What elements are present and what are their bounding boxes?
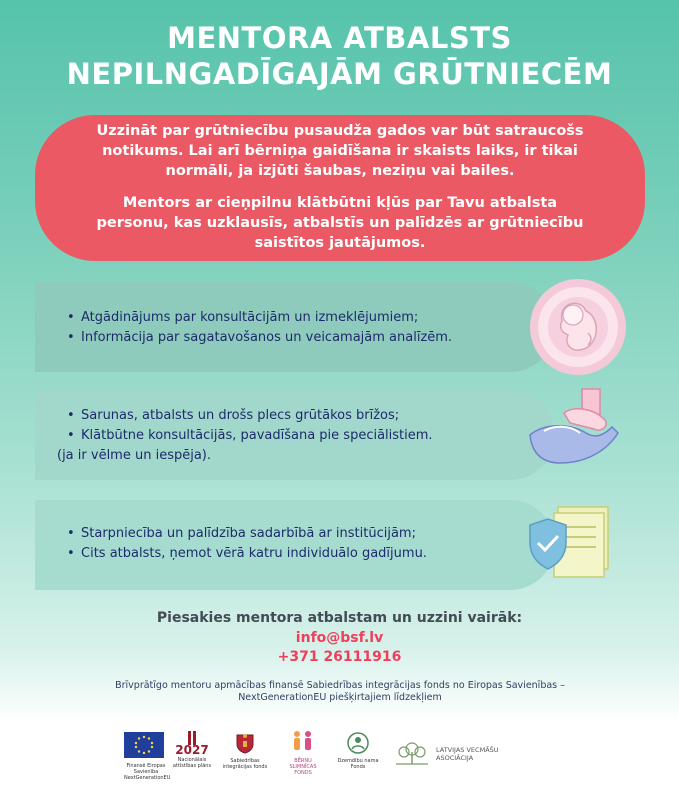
list-item: • Atgādinājums par konsultācijām un izmeklējumiem; bbox=[65, 308, 555, 328]
funding-line-1: Brīvprātīgo mentoru apmācības finansē Sabiedrības integrācijas fonds no Eiropas Savienības – bbox=[115, 680, 565, 691]
dzemdibu-logo bbox=[336, 732, 380, 770]
list-item: • Klātbūtne konsultācijās, pavadīšana pie speciālistiem. bbox=[65, 426, 555, 446]
funding-note bbox=[80, 680, 600, 704]
coat-of-arms-icon bbox=[234, 732, 256, 754]
intro-paragraph-1: Uzzināt par grūtniecību pusaudža gados var būt satraucošs notikums. Lai arī bērniņa gaidīšana ir skaists laiks, ir tikai normāli, ja izjūti šaubas, neziņu vai bailes. bbox=[96, 123, 584, 179]
contact-heading: Piesakies mentora atbalstam un uzzini vairāk: bbox=[156, 610, 523, 626]
poster-title bbox=[0, 20, 679, 92]
mother-child-icon bbox=[346, 732, 370, 754]
eu-logo bbox=[124, 732, 171, 781]
lva-logo bbox=[392, 740, 432, 770]
bsf-text: BĒRNU SLIMNĪCAS FONDS bbox=[289, 758, 317, 776]
tree-icon bbox=[392, 740, 432, 766]
plan-text: Nacionālais attīstības plāns bbox=[172, 757, 212, 769]
intro-paragraph-2: Mentors ar cieņpilnu klātbūtni kļūs par Tavu atbalsta personu, kas uzklausīs, atbalstīs un palīdzēs ar grūtniecību saistītos jautājumos. bbox=[96, 195, 584, 251]
support-list-3 bbox=[65, 524, 555, 564]
support-list-1 bbox=[65, 308, 555, 348]
list-item: • Cits atbalsts, ņemot vērā katru individuālo gadījumu. bbox=[65, 544, 555, 564]
support-note: (ja ir vēlme un iespēja). bbox=[57, 448, 211, 463]
support-list-2 bbox=[65, 406, 555, 446]
sif-logo bbox=[222, 732, 268, 770]
dzemdibu-text: Dzemdību nama Fonds bbox=[337, 758, 379, 770]
list-item: • Informācija par sagatavošanos un veicamajām analīzēm. bbox=[65, 328, 555, 348]
list-item: • Sarunas, atbalsts un drošs plecs grūtākos brīžos; bbox=[65, 406, 555, 426]
support-panel-2 bbox=[35, 390, 555, 480]
support-panel-3 bbox=[35, 500, 555, 590]
funding-line-2: NextGenerationEU piešķirtajiem līdzekļiem bbox=[238, 692, 442, 703]
support-panel-1 bbox=[35, 282, 555, 372]
helping-hands-icon bbox=[524, 385, 624, 479]
sif-text: Sabiedrības integrācijas fonds bbox=[222, 758, 268, 770]
contact-phone[interactable]: +371 26111916 bbox=[277, 649, 402, 665]
lva-text: LATVIJAS VECMĀŠU ASOCIĀCIJA bbox=[436, 746, 499, 762]
eu-logo-text: Finansē Eiropas Savienība NextGenerationEU bbox=[124, 763, 171, 781]
children-figures-icon bbox=[290, 730, 316, 754]
shield-document-icon bbox=[526, 505, 616, 589]
contact-email[interactable]: info@bsf.lv bbox=[295, 630, 384, 646]
bsf-logo bbox=[286, 730, 320, 776]
intro-box bbox=[35, 115, 645, 261]
list-item: • Starpniecība un palīdzība sadarbībā ar institūcijām; bbox=[65, 524, 555, 544]
fetus-icon bbox=[528, 277, 628, 381]
plan-2027-logo bbox=[172, 730, 212, 769]
logo-bar bbox=[0, 718, 679, 787]
title-line-1: MENTORA ATBALSTS bbox=[167, 21, 512, 55]
plan-number: 2027 bbox=[175, 743, 209, 757]
title-line-2: NEPILNGADĪGAJĀM GRŪTNIECĒM bbox=[66, 57, 613, 91]
